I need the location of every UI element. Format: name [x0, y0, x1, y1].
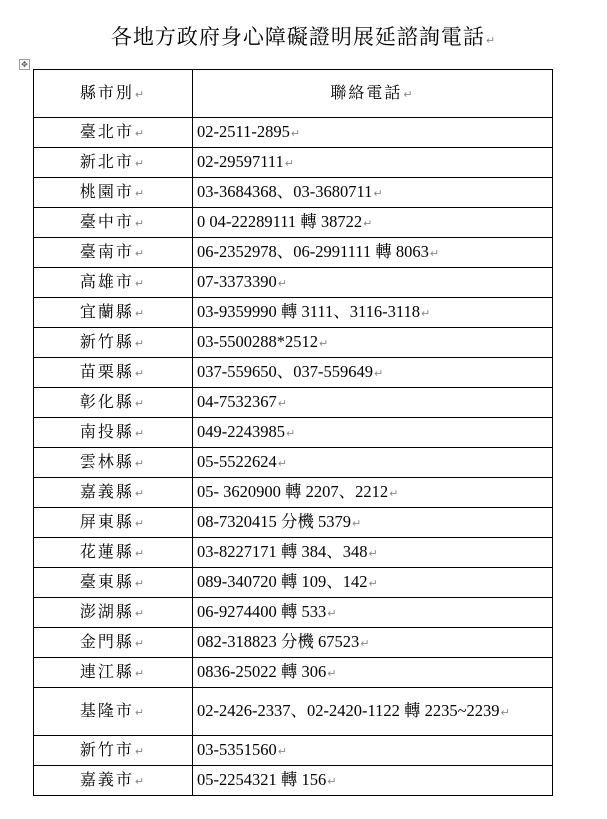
table-row	[34, 328, 553, 358]
header-phone-label: 聯絡電話	[330, 82, 403, 102]
city-name: 桃園市	[79, 181, 134, 201]
city-cell	[34, 358, 193, 388]
city-name: 宜蘭縣	[79, 301, 134, 321]
header-city-label: 縣市別	[79, 82, 134, 102]
cell-end-mark-icon: ↵	[286, 426, 296, 440]
cell-end-mark-icon: ↵	[134, 216, 147, 230]
phone-cell	[193, 208, 553, 238]
phone-cell	[193, 598, 553, 628]
city-name: 彰化縣	[79, 391, 134, 411]
city-name: 高雄市	[79, 271, 134, 291]
city-name: 臺中市	[79, 211, 134, 231]
cell-end-mark-icon: ↵	[284, 156, 294, 170]
phone-number: 06-2352978、06-2991111 轉 8063	[197, 241, 429, 261]
phone-number: 03-9359990 轉 3111、3116-3118	[197, 301, 421, 321]
phone-cell	[193, 538, 553, 568]
cell-end-mark-icon: ↵	[373, 186, 383, 200]
city-cell	[34, 628, 193, 658]
phone-cell	[193, 508, 553, 538]
cell-end-mark-icon: ↵	[134, 126, 147, 140]
phone-number: 03-5500288*2512	[197, 331, 318, 351]
phone-number: 02-2426-2337、02-2420-1122 轉 2235~2239	[197, 700, 500, 720]
phone-number: 03-5351560	[197, 739, 277, 759]
table-header-row	[34, 70, 553, 118]
city-name: 南投縣	[79, 421, 134, 441]
cell-end-mark-icon: ↵	[134, 276, 147, 290]
cell-end-mark-icon: ↵	[134, 396, 147, 410]
contact-phone-table	[33, 69, 553, 796]
city-name: 金門縣	[79, 631, 134, 651]
phone-number: 08-7320415 分機 5379	[197, 511, 351, 531]
phone-number: 0 04-22289111 轉 38722	[197, 211, 363, 231]
phone-cell	[193, 118, 553, 148]
phone-cell	[193, 478, 553, 508]
table-row	[34, 118, 553, 148]
document-title	[0, 24, 607, 54]
cell-end-mark-icon: ↵	[134, 456, 147, 470]
city-cell	[34, 268, 193, 298]
city-cell	[34, 448, 193, 478]
phone-cell	[193, 358, 553, 388]
cell-end-mark-icon: ↵	[429, 246, 440, 260]
phone-cell	[193, 178, 553, 208]
phone-number: 05-2254321 轉 156	[197, 769, 327, 789]
cell-end-mark-icon: ↵	[134, 156, 147, 170]
cell-end-mark-icon: ↵	[134, 576, 147, 590]
city-cell	[34, 568, 193, 598]
phone-number: 05- 3620900 轉 2207、2212	[197, 481, 389, 501]
phone-cell	[193, 736, 553, 766]
table-row	[34, 628, 553, 658]
city-cell	[34, 238, 193, 268]
table-row	[34, 268, 553, 298]
phone-cell	[193, 388, 553, 418]
cell-end-mark-icon: ↵	[134, 87, 147, 101]
phone-cell	[193, 328, 553, 358]
phone-number: 05-5522624	[197, 451, 277, 471]
phone-cell	[193, 238, 553, 268]
cell-end-mark-icon: ↵	[134, 546, 147, 560]
phone-number: 089-340720 轉 109、142	[197, 571, 368, 591]
table-row	[34, 238, 553, 268]
city-name: 澎湖縣	[79, 601, 134, 621]
phone-cell	[193, 298, 553, 328]
cell-end-mark-icon: ↵	[363, 216, 373, 230]
city-cell	[34, 478, 193, 508]
phone-number: 02-2511-2895	[197, 121, 290, 141]
city-cell	[34, 208, 193, 238]
city-cell	[34, 178, 193, 208]
cell-end-mark-icon: ↵	[327, 666, 337, 680]
city-name: 新竹市	[79, 739, 134, 759]
table-row	[34, 358, 553, 388]
phone-cell	[193, 268, 553, 298]
phone-cell	[193, 448, 553, 478]
cell-end-mark-icon: ↵	[134, 246, 147, 260]
cell-end-mark-icon: ↵	[368, 576, 378, 590]
city-name: 屏東縣	[79, 511, 134, 531]
phone-cell	[193, 418, 553, 448]
cell-end-mark-icon: ↵	[319, 336, 329, 350]
phone-number: 0836-25022 轉 306	[197, 661, 327, 681]
city-name: 花蓮縣	[79, 541, 134, 561]
cell-end-mark-icon: ↵	[389, 486, 399, 500]
cell-end-mark-icon: ↵	[134, 705, 147, 719]
phone-cell	[193, 148, 553, 178]
table-row	[34, 298, 553, 328]
city-name: 臺北市	[79, 121, 134, 141]
city-cell	[34, 388, 193, 418]
header-cell-phone	[193, 70, 553, 118]
table-row	[34, 766, 553, 796]
table-row	[34, 688, 553, 736]
phone-number: 03-3684368、03-3680711	[197, 181, 373, 201]
table-row	[34, 736, 553, 766]
cell-end-mark-icon: ↵	[134, 666, 147, 680]
city-name: 新北市	[79, 151, 134, 171]
city-name: 連江縣	[79, 661, 134, 681]
cell-end-mark-icon: ↵	[360, 636, 370, 650]
phone-number: 02-29597111	[197, 151, 284, 171]
paragraph-mark-icon: ↵	[485, 34, 497, 47]
city-name: 嘉義市	[79, 769, 134, 789]
city-cell	[34, 598, 193, 628]
cell-end-mark-icon: ↵	[277, 744, 287, 758]
cell-end-mark-icon: ↵	[277, 456, 287, 470]
city-cell	[34, 118, 193, 148]
phone-number: 03-8227171 轉 384、348	[197, 541, 368, 561]
cell-end-mark-icon: ↵	[368, 546, 378, 560]
table-row	[34, 568, 553, 598]
city-cell	[34, 298, 193, 328]
cell-end-mark-icon: ↵	[421, 306, 431, 320]
document-title-text: 各地方政府身心障礙證明展延諮詢電話	[110, 25, 485, 49]
cell-end-mark-icon: ↵	[327, 606, 337, 620]
table-row	[34, 538, 553, 568]
city-name: 雲林縣	[79, 451, 134, 471]
cell-end-mark-icon: ↵	[134, 636, 147, 650]
phone-cell	[193, 628, 553, 658]
city-cell	[34, 766, 193, 796]
city-name: 嘉義縣	[79, 481, 134, 501]
table-move-handle-icon[interactable]: ✥	[19, 59, 30, 70]
phone-number: 07-3373390	[197, 271, 277, 291]
phone-number: 037-559650、037-559649	[197, 361, 373, 381]
cell-end-mark-icon: ↵	[134, 366, 147, 380]
table-row	[34, 148, 553, 178]
table-row	[34, 478, 553, 508]
cell-end-mark-icon: ↵	[134, 336, 147, 350]
cell-end-mark-icon: ↵	[134, 606, 147, 620]
table-row	[34, 388, 553, 418]
cell-end-mark-icon: ↵	[327, 774, 337, 788]
table-row	[34, 418, 553, 448]
phone-cell	[193, 766, 553, 796]
phone-number: 04-7532367	[197, 391, 277, 411]
table-row	[34, 178, 553, 208]
city-cell	[34, 148, 193, 178]
cell-end-mark-icon: ↵	[134, 744, 147, 758]
city-cell	[34, 418, 193, 448]
city-cell	[34, 688, 193, 736]
city-name: 新竹縣	[79, 331, 134, 351]
city-name: 苗栗縣	[79, 361, 134, 381]
phone-number: 049-2243985	[197, 421, 285, 441]
table-row	[34, 448, 553, 478]
cell-end-mark-icon: ↵	[403, 87, 415, 101]
cell-end-mark-icon: ↵	[134, 186, 147, 200]
phone-number: 06-9274400 轉 533	[197, 601, 327, 621]
cell-end-mark-icon: ↵	[134, 426, 147, 440]
cell-end-mark-icon: ↵	[277, 396, 287, 410]
header-cell-city	[34, 70, 193, 118]
city-cell	[34, 328, 193, 358]
table-row	[34, 508, 553, 538]
table-row	[34, 598, 553, 628]
phone-cell	[193, 568, 553, 598]
phone-cell	[193, 658, 553, 688]
cell-end-mark-icon: ↵	[374, 366, 384, 380]
cell-end-mark-icon: ↵	[134, 774, 147, 788]
cell-end-mark-icon: ↵	[277, 276, 287, 290]
city-cell	[34, 538, 193, 568]
table-row	[34, 658, 553, 688]
cell-end-mark-icon: ↵	[134, 306, 147, 320]
table-row	[34, 208, 553, 238]
cell-end-mark-icon: ↵	[500, 705, 510, 719]
city-name: 臺東縣	[79, 571, 134, 591]
city-name: 基隆市	[79, 700, 134, 720]
cell-end-mark-icon: ↵	[290, 126, 301, 140]
cell-end-mark-icon: ↵	[134, 516, 147, 530]
city-cell	[34, 658, 193, 688]
phone-number: 082-318823 分機 67523	[197, 631, 360, 651]
city-cell	[34, 736, 193, 766]
city-cell	[34, 508, 193, 538]
cell-end-mark-icon: ↵	[134, 486, 147, 500]
cell-end-mark-icon: ↵	[352, 516, 362, 530]
city-name: 臺南市	[79, 241, 134, 261]
phone-cell	[193, 688, 553, 736]
